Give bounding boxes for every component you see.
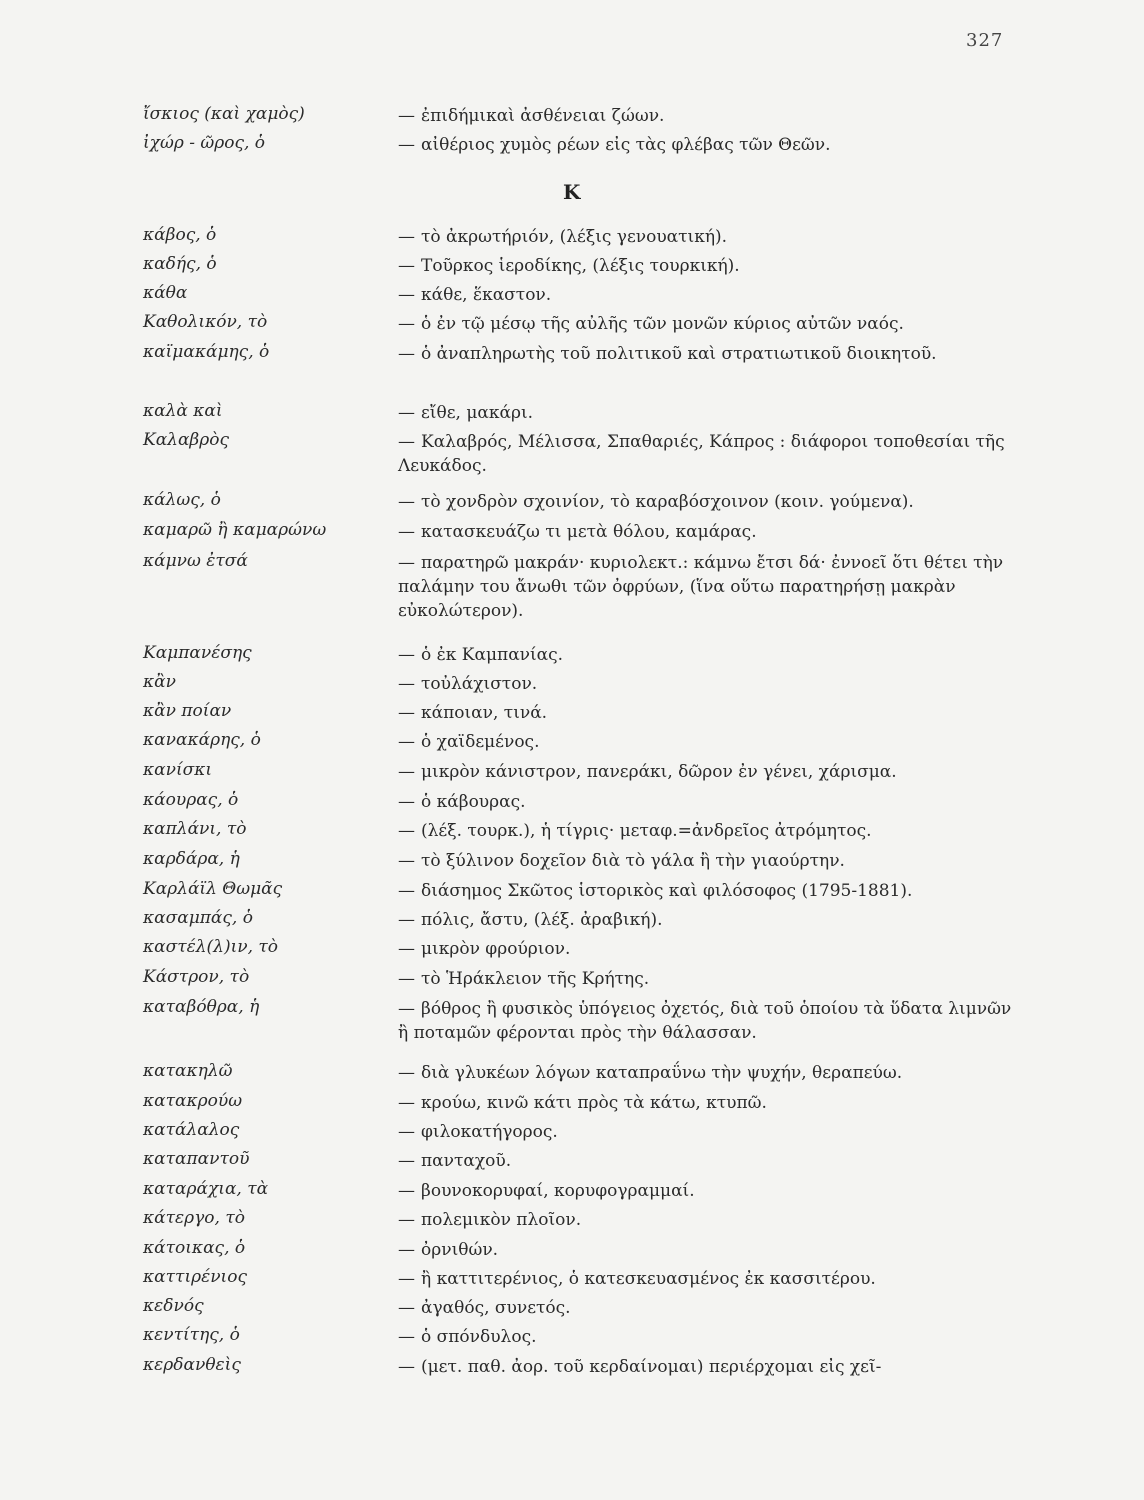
entry-definition: — κάθε, ἕκαστον. (398, 285, 552, 305)
entry-term: κάβος, ὁ (143, 225, 217, 245)
entry-definition: — παρατηρῶ μακράν· κυριολεκτ.: κάμνω ἔτσι δά· ἐννοεῖ ὅτι θέτει τὴν παλάμην του ἄνωθι τῶν ὀφρύων, (ἵνα οὕτω παρατηρήσῃ μακρὰν εὐκολώτερον). (398, 553, 1004, 621)
dash: — (398, 344, 415, 364)
dash: — (398, 999, 415, 1019)
dash: — (398, 1181, 415, 1201)
dash: — (398, 792, 415, 812)
entry-definition: — πόλις, ἄστυ, (λέξ. ἀραβική). (398, 910, 663, 930)
dash: — (398, 851, 415, 871)
entry-definition: — ὁ χαϊδεμένος. (398, 732, 540, 752)
entry-term: Καθολικόν, τὸ (143, 312, 268, 332)
entry-definition: — μικρὸν φρούριον. (398, 939, 571, 959)
entry-term: καπλάνι, τὸ (143, 819, 247, 839)
dash: — (398, 1327, 415, 1347)
dash: — (398, 106, 415, 126)
entry-term: Καρλάϊλ Θωμᾶς (143, 879, 283, 899)
section-letter: Κ (563, 180, 581, 204)
entry-term: καττιρένιος (143, 1267, 247, 1287)
dash: — (398, 1357, 415, 1377)
entry-term: κατακηλῶ (143, 1061, 233, 1081)
entry-term: κανακάρης, ὁ (143, 730, 261, 750)
entry-term: Κάστρον, τὸ (143, 967, 250, 987)
dash: — (398, 969, 415, 989)
dash: — (398, 645, 415, 665)
dash: — (398, 1269, 415, 1289)
entry-term: κατάλαλος (143, 1120, 240, 1140)
entry-definition: — κάποιαν, τινά. (398, 703, 548, 723)
entry-term: Καλαβρὸς (143, 430, 230, 450)
entry-term: κεδνός (143, 1296, 204, 1316)
entry-definition: — κρούω, κινῶ κάτι πρὸς τὰ κάτω, κτυπῶ. (398, 1093, 767, 1113)
dash: — (398, 939, 415, 959)
dash: — (398, 285, 415, 305)
entry-term: κάτεργο, τὸ (143, 1208, 245, 1228)
dash: — (398, 1093, 415, 1113)
entry-term: καρδάρα, ἡ (143, 849, 240, 869)
dash: — (398, 1240, 415, 1260)
entry-term: κἂν (143, 672, 176, 692)
entry-definition: — ἀγαθός, συνετός. (398, 1298, 571, 1318)
entry-term: κάτοικας, ὁ (143, 1238, 246, 1258)
entry-definition: — διάσημος Σκῶτος ἱστορικὸς καὶ φιλόσοφος (1795-1881). (398, 881, 913, 901)
entry-definition: — ἐπιδήμικαὶ ἀσθένειαι ζώων. (398, 106, 665, 126)
entry-definition: — Καλαβρός, Μέλισσα, Σπαθαριές, Κάπρος : διάφοροι τοποθεσίαι τῆς Λευκάδος. (398, 432, 1005, 476)
entry-definition: — βόθρος ἢ φυσικὸς ὑπόγειος ὀχετός, διὰ τοῦ ὁποίου τὰ ὕδατα λιμνῶν ἢ ποταμῶν φέρονται πρὸς τὴν θάλασσαν. (398, 999, 1012, 1043)
entry-term: Καμπανέσης (143, 643, 252, 663)
entry-term: κάθα (143, 283, 188, 303)
entry-definition: — Τοῦρκος ἱεροδίκης, (λέξις τουρκική). (398, 256, 740, 276)
entry-definition: — φιλοκατήγορος. (398, 1122, 558, 1142)
dash: — (398, 1151, 415, 1171)
entry-definition: — ὁ ἐκ Καμπανίας. (398, 645, 564, 665)
entry-term: καστέλ(λ)ιν, τὸ (143, 937, 279, 957)
entry-definition: — εἴθε, μακάρι. (398, 403, 534, 423)
dash: — (398, 522, 415, 542)
entry-definition: — τοὐλάχιστον. (398, 674, 538, 694)
entry-definition: — βουνοκορυφαί, κορυφογραμμαί. (398, 1181, 695, 1201)
entry-definition: — ὁ κάβουρας. (398, 792, 526, 812)
entry-definition: — ὁ ἀναπληρωτὴς τοῦ πολιτικοῦ καὶ στρατιωτικοῦ διοικητοῦ. (398, 344, 937, 364)
dash: — (398, 910, 415, 930)
entry-definition: — τὸ χονδρὸν σχοινίον, τὸ καραβόσχοινον (κοιν. γούμενα). (398, 492, 914, 512)
dash: — (398, 314, 415, 334)
entry-term: κατακρούω (143, 1091, 243, 1111)
entry-term: κερδανθεὶς (143, 1355, 241, 1375)
dash: — (398, 227, 415, 247)
dash: — (398, 881, 415, 901)
entry-definition: — πολεμικὸν πλοῖον. (398, 1210, 582, 1230)
entry-definition: — διὰ γλυκέων λόγων καταπραΰνω τὴν ψυχήν, θεραπεύω. (398, 1063, 903, 1083)
entry-term: κανίσκι (143, 760, 213, 780)
entry-definition: — αἰθέριος χυμὸς ρέων εἰς τὰς φλέβας τῶν Θεῶν. (398, 135, 831, 155)
dash: — (398, 135, 415, 155)
dash: — (398, 1298, 415, 1318)
entry-term: καμαρῶ ἢ καμαρώνω (143, 520, 327, 540)
entry-term: καταβόθρα, ἡ (143, 997, 260, 1017)
page-number: 327 (966, 30, 1004, 51)
entry-definition: — ὀρνιθών. (398, 1240, 499, 1260)
dash: — (398, 1063, 415, 1083)
dash: — (398, 432, 415, 452)
entry-term: καδής, ὁ (143, 254, 217, 274)
entry-definition: — ὁ σπόνδυλος. (398, 1327, 537, 1347)
dash: — (398, 821, 415, 841)
entry-definition: — πανταχοῦ. (398, 1151, 512, 1171)
entry-definition: — τὸ Ἡράκλειον τῆς Κρήτης. (398, 969, 650, 989)
entry-term: καλὰ καὶ (143, 401, 223, 421)
dash: — (398, 403, 415, 423)
entry-term: καταπαντοῦ (143, 1149, 250, 1169)
entry-term: καϊμακάμης, ὁ (143, 342, 270, 362)
dash: — (398, 553, 415, 573)
entry-definition: — ὁ ἐν τῷ μέσῳ τῆς αὐλῆς τῶν μονῶν κύριος αὐτῶν ναός. (398, 314, 904, 334)
dash: — (398, 1210, 415, 1230)
entry-term: κἂν ποίαν (143, 701, 232, 721)
entry-definition: — ἢ καττιτερένιος, ὁ κατεσκευασμένος ἐκ κασσιτέρου. (398, 1269, 876, 1289)
entry-term: κασαμπάς, ὁ (143, 908, 253, 928)
entry-definition: — τὸ ξύλινον δοχεῖον διὰ τὸ γάλα ἢ τὴν γιαούρτην. (398, 851, 845, 871)
dash: — (398, 1122, 415, 1142)
dash: — (398, 492, 415, 512)
entry-term: κάμνω ἐτσά (143, 551, 248, 571)
dash: — (398, 762, 415, 782)
entry-term: κάουρας, ὁ (143, 790, 239, 810)
entry-definition: — κατασκευάζω τι μετὰ θόλου, καμάρας. (398, 522, 757, 542)
dash: — (398, 703, 415, 723)
entry-definition: — μικρὸν κάνιστρον, πανεράκι, δῶρον ἐν γένει, χάρισμα. (398, 762, 897, 782)
dash: — (398, 732, 415, 752)
entry-term: ἰχώρ - ῶρος, ὁ (143, 133, 266, 153)
entry-definition: — (μετ. παθ. ἀορ. τοῦ κερδαίνομαι) περιέρχομαι εἰς χεῖ- (398, 1357, 882, 1377)
dash: — (398, 674, 415, 694)
entry-term: ἴσκιος (καὶ χαμὸς) (143, 104, 305, 124)
dash: — (398, 256, 415, 276)
entry-term: καταράχια, τὰ (143, 1179, 269, 1199)
entry-term: κεντίτης, ὁ (143, 1325, 240, 1345)
entry-definition: — τὸ ἀκρωτήριόν, (λέξις γενουατική). (398, 227, 728, 247)
entry-definition: — (λέξ. τουρκ.), ἡ τίγρις· μεταφ.=ἀνδρεῖος ἀτρόμητος. (398, 821, 872, 841)
entry-term: κάλως, ὁ (143, 490, 221, 510)
